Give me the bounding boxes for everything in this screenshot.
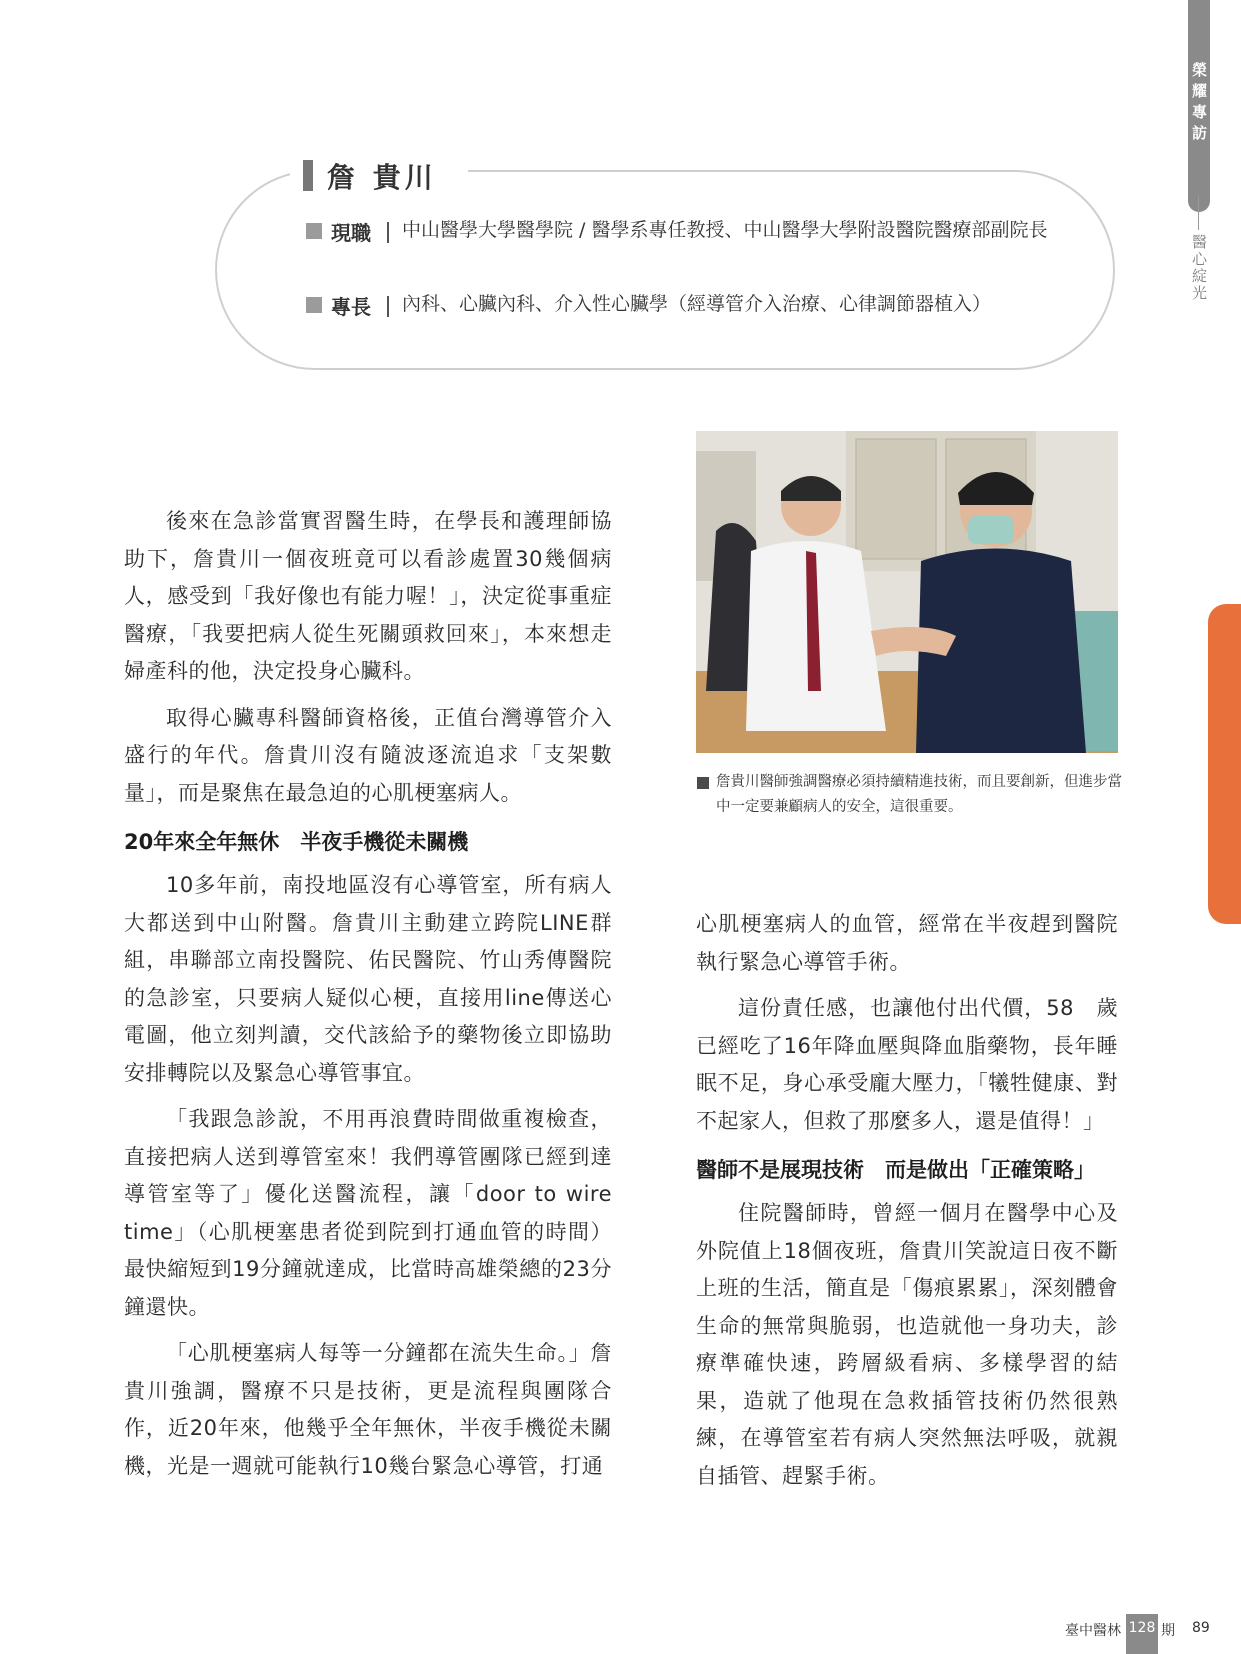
- paragraph-3: 10多年前，南投地區沒有心導管室，所有病人大都送到中山附醫。詹貴川主動建立跨院LINE群組，串聯部立南投醫院、佑民醫院、竹山秀傳醫院的急診室，只要病人疑似心梗，直接用line傳送心電圖，他立刻判讀，交代該給予的藥物後立即協助安排轉院以及緊急心導管事宜。: [124, 873, 612, 1085]
- section-divider: [1198, 196, 1199, 230]
- paragraph-4: 「我跟急診說，不用再浪費時間做重複檢查，直接把病人送到導管室來！我們導管團隊已經到達導管室等了」優化送醫流程，讓「door to wire time」（心肌梗塞患者從到院到打通血管的時間）最快縮短到19分鐘就達成，比當時高雄榮總的23分鐘還快。: [124, 1107, 612, 1319]
- profile-name-marker: [303, 160, 313, 191]
- page-number: 89: [1192, 1620, 1210, 1636]
- specialty-value: 內科、心臟內科、介入性心臟學（經導管介入治療、心律調節器植入）: [402, 293, 992, 315]
- subheading-1: 20年來全年無休 半夜手機從未關機: [124, 830, 469, 854]
- article-photo: [696, 431, 1118, 753]
- paragraph-7: 這份責任感，也讓他付出代價，58 歲已經吃了16年降血壓與降血脂藥物，長年睡眠不足，身心承受龐大壓力，「犧牲健康、對不起家人，但救了那麼多人，還是值得！」: [696, 996, 1118, 1133]
- section-tab-label: 榮耀專訪: [1190, 62, 1208, 146]
- position-bullet: [306, 223, 322, 239]
- article-left-column: [124, 503, 612, 1485]
- position-value: 中山醫學大學醫學院 / 醫學系專任教授、中山醫學大學附設醫院醫療部副院長: [402, 219, 1048, 241]
- caption-bullet: [697, 777, 709, 789]
- position-separator: [387, 222, 389, 243]
- position-label: 現職: [331, 221, 371, 245]
- specialty-bullet: [306, 297, 322, 313]
- issue-suffix: 期: [1161, 1623, 1175, 1639]
- subheading-2: 醫師不是展現技術 而是做出「正確策略」: [696, 1158, 1095, 1182]
- specialty-separator: [387, 296, 389, 317]
- article-right-column: [696, 906, 1118, 1495]
- profile-name: 詹 貴川: [327, 161, 437, 194]
- paragraph-8: 住院醫師時，曾經一個月在醫學中心及外院值上18個夜班，詹貴川笑說這日夜不斷上班的生活，簡直是「傷痕累累」，深刻體會生命的無常與脆弱，也造就他一身功夫，診療準確快速，跨層級看病、多樣學習的結果，造就了他現在急救插管技術仍然很熟練，在導管室若有病人突然無法呼吸，就親自插管、趕緊手術。: [696, 1201, 1118, 1488]
- specialty-label: 專長: [331, 295, 371, 319]
- paragraph-5: 「心肌梗塞病人每等一分鐘都在流失生命。」詹貴川強調，醫療不只是技術，更是流程與團隊合作，近20年來，他幾乎全年無休，半夜手機從未關機，光是一週就可能執行10幾台緊急心導管，打通: [124, 1341, 612, 1478]
- magazine-name: 臺中醫林: [1065, 1623, 1121, 1639]
- photo-illustration: [696, 431, 1118, 753]
- photo-caption: 詹貴川醫師強調醫療必須持續精進技術，而且要創新，但進步當中一定要兼顧病人的安全，這很重要。: [716, 774, 1122, 815]
- section-name: 醫心綻光: [1190, 234, 1208, 302]
- orange-edge-tab: [1208, 604, 1241, 924]
- issue-number: 128: [1128, 1620, 1156, 1636]
- profile-card: [215, 170, 1115, 370]
- paragraph-2: 取得心臟專科醫師資格後，正值台灣導管介入盛行的年代。詹貴川沒有隨波逐流追求「支架數量」，而是聚焦在最急迫的心肌梗塞病人。: [124, 705, 612, 805]
- paragraph-6: 心肌梗塞病人的血管，經常在半夜趕到醫院執行緊急心導管手術。: [696, 912, 1118, 974]
- paragraph-1: 後來在急診當實習醫生時，在學長和護理師協助下，詹貴川一個夜班竟可以看診處置30幾個病人，感受到「我好像也有能力喔！」，決定從事重症醫療，「我要把病人從生死關頭救回來」，本來想走婦產科的他，決定投身心臟科。: [124, 509, 612, 683]
